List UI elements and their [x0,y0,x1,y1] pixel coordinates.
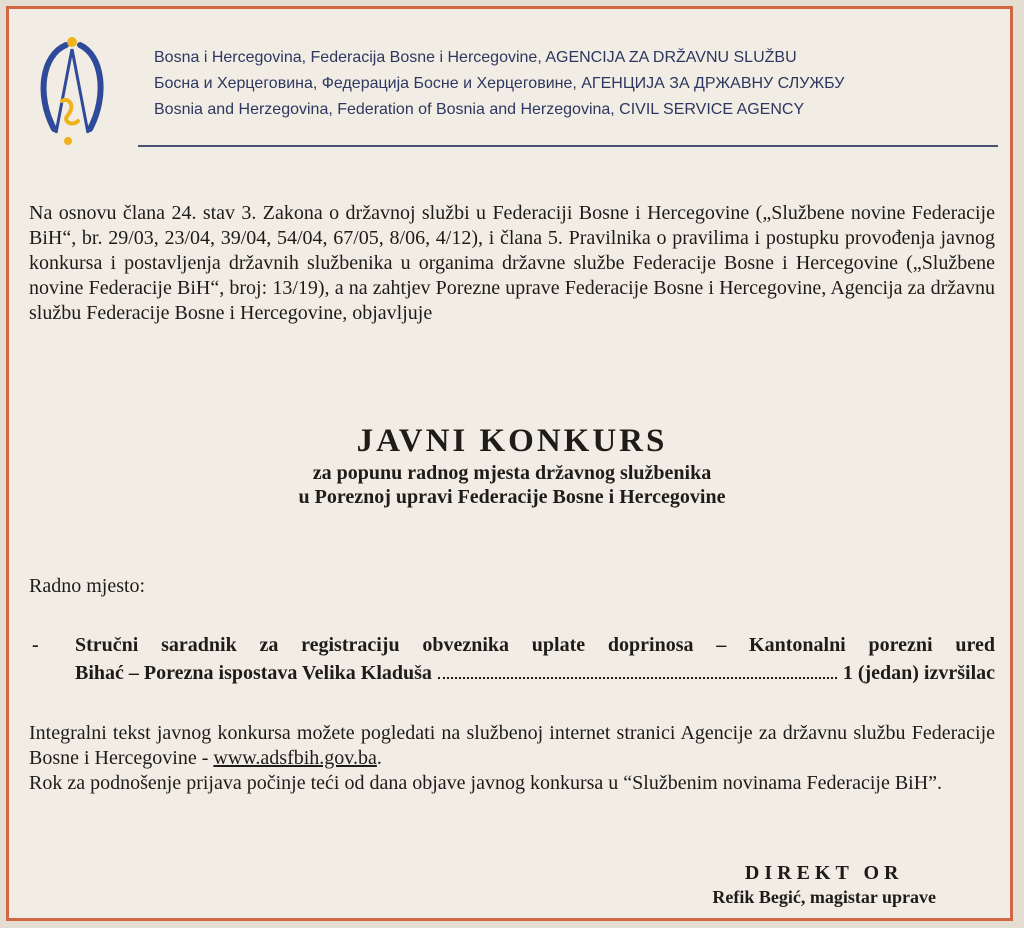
info-paragraph [29,721,995,796]
agency-header [29,23,997,153]
position-title-line1: Stručni saradnik za registraciju obveznika uplate doprinosa – Kantonalni porezni ured [75,634,995,656]
director-name: Refik Begić, magistar uprave [712,887,936,907]
agency-name-cyrillic: Босна и Херцеговина, Федерација Босне и Херцеговине, АГЕНЦИЈА ЗА ДРЖАВНУ СЛУЖБУ [154,75,845,92]
intro-paragraph: Na osnovu člana 24. stav 3. Zakona o državnoj službi u Federaciji Bosne i Hercegovine („Službene novine Federacije BiH“, br. 29/03, 23/04, 39/04, 54/04, 67/05, 8/06, 4/12), i člana 5. Pravilnika o pravilima i postupku provođenja javnog konkursa i postavljenja državnih službenika u organima državne službe Federacije Bosne i Hercegovine („Službene novine Federacije BiH“, broj: 13/19), a na zahtjev Porezne uprave Federacije Bosne i Hercegovine, Agencija za državnu službu Federacije Bosne i Hercegovine, objavljuje [29,202,995,324]
position-count: 1 (jedan) izvršilac [842,662,995,684]
agency-name-latin: Bosna i Hercegovina, Federacija Bosne i Hercegovine, AGENCIJA ZA DRŽAVNU SLUŽBU [154,49,797,66]
announcement-subtitle-2: u Poreznoj upravi Federacije Bosne i Hercegovine [298,486,726,508]
deadline-text: Rok za podnošenje prijava počinje teći od dana objave javnog konkursa u “Službenim novinama Federacije BiH”. [29,772,943,794]
position-title-line2: Bihać – Porezna ispostava Velika Kladuša [75,662,432,684]
announcement-frame [6,6,1013,921]
agency-logo-icon [32,29,112,147]
signature-block [712,861,936,909]
agency-name-english: Bosnia and Herzegovina, Federation of Bosnia and Herzegovina, CIVIL SERVICE AGENCY [154,101,805,118]
dot-leader [438,671,837,679]
director-title: DIREKT OR [744,862,904,884]
list-dash: - [32,634,39,656]
position-label: Radno mjesto: [29,575,146,597]
agency-name-lines [154,45,844,123]
announcement-subtitle-1: za popunu radnog mjesta državnog službenika [312,462,712,484]
announcement-title: JAVNI KONKURS [356,423,668,459]
position-title-line2-row [75,659,995,687]
position-item [29,631,995,687]
agency-website-link[interactable]: www.adsfbih.gov.ba [213,747,377,769]
info-text-end: . [376,747,382,769]
info-text: Integralni tekst javnog konkursa možete pogledati na službenoj internet stranici Agencije za državnu službu Federacije Bosne i Hercegovine - [29,722,995,769]
header-divider [138,145,998,147]
title-block [29,421,995,509]
